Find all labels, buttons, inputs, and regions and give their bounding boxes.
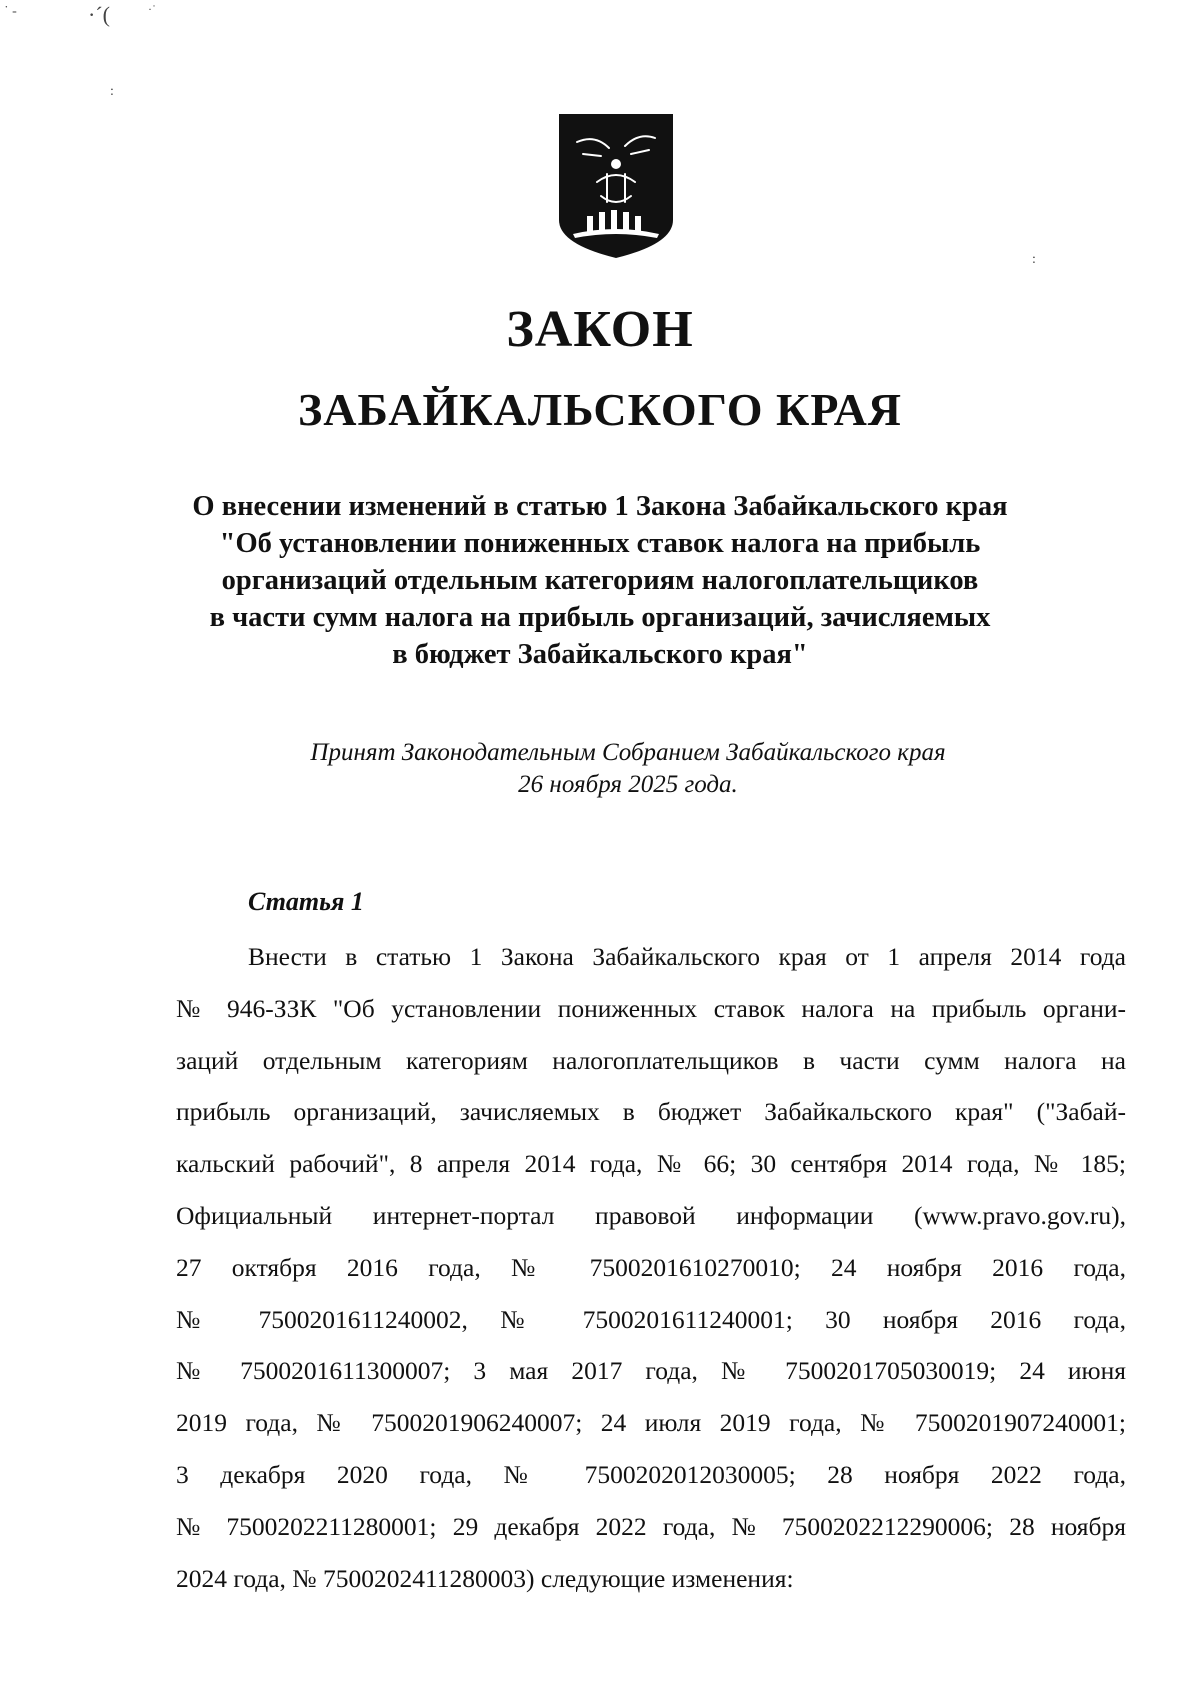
- article-line: заций отдельным категориям налогоплательщиков в части сумм налога на: [176, 1045, 1126, 1075]
- article-line: 27 октября 2016 года, № 7500201610270010; 24 ноября 2016 года,: [176, 1252, 1126, 1282]
- article-line: прибыль организаций, зачисляемых в бюджет Забайкальского края" ("Забай-: [176, 1097, 1126, 1127]
- article-heading: Статья 1: [248, 887, 364, 916]
- subject-line: в части сумм налога на прибыль организаций, зачисляемых: [209, 602, 991, 633]
- scan-artifact: :: [110, 84, 114, 99]
- law-title: ЗАКОН: [506, 301, 694, 358]
- article-line: № 7500201611300007; 3 мая 2017 года, № 7500201705030019; 24 июня: [176, 1356, 1126, 1386]
- article-line: № 7500201611240002, № 7500201611240001; 30 ноября 2016 года,: [176, 1304, 1126, 1334]
- article-line: 2019 года, № 7500201906240007; 24 июля 2019 года, № 7500201907240001;: [176, 1408, 1126, 1438]
- scan-artifact: ·˙: [148, 2, 156, 16]
- subject-line: О внесении изменений в статью 1 Закона Забайкальского края: [192, 491, 1008, 522]
- region-title: ЗАБАЙКАЛЬСКОГО КРАЯ: [297, 384, 903, 435]
- article-line: № 7500202211280001; 29 декабря 2022 года, № 7500202212290006; 28 ноября: [176, 1511, 1126, 1541]
- article-line: Внести в статью 1 Закона Забайкальского края от 1 апреля 2014 года: [248, 942, 1126, 971]
- scan-artifact: :: [1032, 252, 1036, 267]
- article-line: № 946-ЗЗК "Об установлении пониженных ставок налога на прибыль органи-: [176, 993, 1126, 1023]
- subject-line: "Об установлении пониженных ставок налога на прибыль: [219, 528, 981, 559]
- subject-line: в бюджет Забайкальского края": [392, 639, 808, 670]
- law-subject: [150, 488, 1050, 673]
- article-line: Официальный интернет-портал правовой информации (www.pravo.gov.ru),: [176, 1200, 1126, 1230]
- adoption-line: Принят Законодательным Собранием Забайкальского края: [310, 739, 946, 766]
- coat-of-arms-emblem: [557, 112, 675, 260]
- adoption-note: [200, 737, 1056, 801]
- article-line: 3 декабря 2020 года, № 7500202012030005; 28 ноября 2022 года,: [176, 1459, 1126, 1489]
- article-line: 2024 года, № 7500202411280003) следующие изменения:: [176, 1563, 794, 1593]
- subject-line: организаций отдельным категориям налогоплательщиков: [221, 565, 979, 596]
- adoption-date: 26 ноября 2025 года.: [518, 771, 738, 798]
- article-body: [176, 931, 1126, 1604]
- scan-artifact: ˙ -: [4, 4, 17, 19]
- article-line: кальский рабочий", 8 апреля 2014 года, № 66; 30 сентября 2014 года, № 185;: [176, 1149, 1126, 1179]
- scan-artifact: ·´(: [88, 2, 110, 27]
